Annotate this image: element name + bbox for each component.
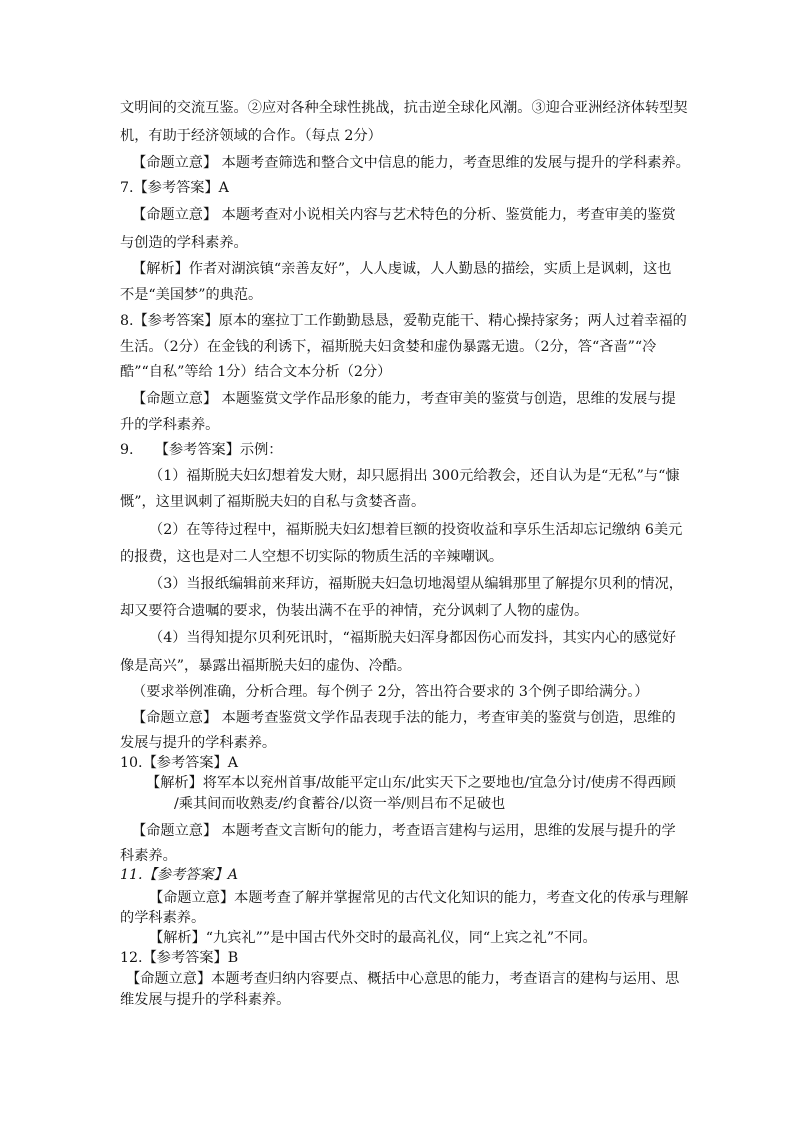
- text-line: （1）福斯脱夫妇幻想着发大财，却只愿捐出 300元给教会，还自认为是“无私”与“慷: [149, 468, 680, 484]
- text-line: 9. 【参考答案】示例：: [120, 442, 283, 458]
- text-line: 维发展与提升的学科素养。: [120, 992, 291, 1008]
- text-line: /乘其间而收熟麦/约食蓄谷/以资一举/则吕布不足破也: [174, 796, 506, 812]
- text-line: 8.【参考答案】原本的塞拉丁工作勤勤恳恳，爱勒克能干、精心操持家务；两人过着幸福的: [120, 313, 687, 329]
- text-line: 【命题立意】 本题考查筛选和整合文中信息的能力，考查思维的发展与提升的学科素养。: [132, 155, 690, 171]
- text-line: （要求举例准确，分析合理。每个例子 2分，答出符合要求的 3个例子即给满分。）: [132, 684, 649, 700]
- text-line: 发展与提升的学科素养。: [120, 735, 277, 751]
- text-line: 【命题立意】本题考查归纳内容要点、概括中心意思的能力，考查语言的建构与运用、思: [126, 971, 680, 987]
- text-line: 【命题立意】 本题考查文言断句的能力，考查语言建构与运用，思维的发展与提升的学: [132, 823, 676, 839]
- text-line: 科素养。: [120, 848, 177, 864]
- text-line: 【命题立意】 本题鉴赏文学作品形象的能力，考查审美的鉴赏与创造，思维的发展与提: [132, 391, 676, 407]
- text-line: 【解析】“九宾礼””是中国古代外交时的最高礼仪，同“上宾之礼”不同。: [149, 930, 597, 946]
- text-line: 却又要符合遗嘱的要求，伪装出满不在乎的神情，充分讽刺了人物的虚伪。: [120, 603, 589, 619]
- text-line: 【命题立意】本题考查了解并掌握常见的古代文化知识的能力，考查文化的传承与理解: [149, 890, 689, 906]
- text-line: 不是“美国梦”的典范。: [120, 287, 263, 303]
- text-line: 机，有助于经济领域的合作。（每点 2分）: [120, 128, 382, 144]
- text-line: 的学科素养。: [120, 910, 206, 926]
- text-line: 升的学科素养。: [120, 417, 220, 433]
- text-line: 11.【参考答案】A: [120, 867, 238, 883]
- text-line: 12.【参考答案】B: [120, 950, 239, 966]
- text-line: 的报费，这也是对二人空想不切实际的物质生活的辛辣嘲讽。: [120, 549, 504, 565]
- text-line: 酷”“自私”等给 1分）结合文本分析（2分）: [120, 364, 392, 380]
- text-line: 10.【参考答案】A: [120, 755, 238, 771]
- text-line: 慨”，这里讽刺了福斯脱夫妇的自私与贪婪吝啬。: [120, 494, 426, 510]
- text-line: （2）在等待过程中，福斯脱夫妇幻想着巨额的投资收益和享乐生活却忘记缴纳 6美元: [149, 522, 683, 538]
- text-line: 生活。（2分）在金钱的利诱下，福斯脱夫妇贪婪和虚伪暴露无遗。（2分，答“吝啬”“冷: [120, 339, 657, 355]
- text-line: （4）当得知提尔贝利死讯时，“福斯脱夫妇浑身都因伤心而发抖，其实内心的感觉好: [149, 630, 677, 646]
- text-line: 文明间的交流互鉴。②应对各种全球性挑战，抗击逆全球化风潮。③迎合亚洲经济体转型契: [120, 100, 688, 116]
- text-line: （3）当报纸编辑前来拜访，福斯脱夫妇急切地渴望从编辑那里了解提尔贝利的情况，: [149, 576, 683, 592]
- text-line: 7.【参考答案】A: [120, 180, 229, 196]
- text-line: 【命题立意】 本题考查鉴赏文学作品表现手法的能力，考查审美的鉴赏与创造，思维的: [132, 710, 676, 726]
- text-line: 【命题立意】 本题考查对小说相关内容与艺术特色的分析、鉴赏能力，考查审美的鉴赏: [132, 207, 676, 223]
- text-line: 【解析】作者对湖滨镇“亲善友好”，人人虔诚，人人勤恳的描绘，实质上是讽刺，这也: [132, 261, 672, 277]
- text-line: 与创造的学科素养。: [120, 235, 248, 251]
- text-line: 【解析】将军本以兖州首事/故能平定山东/此实天下之要地也/宜急分讨/使虏不得西顾: [146, 775, 676, 791]
- text-line: 像是高兴”，暴露出福斯脱夫妇的虚伪、冷酷。: [120, 658, 412, 674]
